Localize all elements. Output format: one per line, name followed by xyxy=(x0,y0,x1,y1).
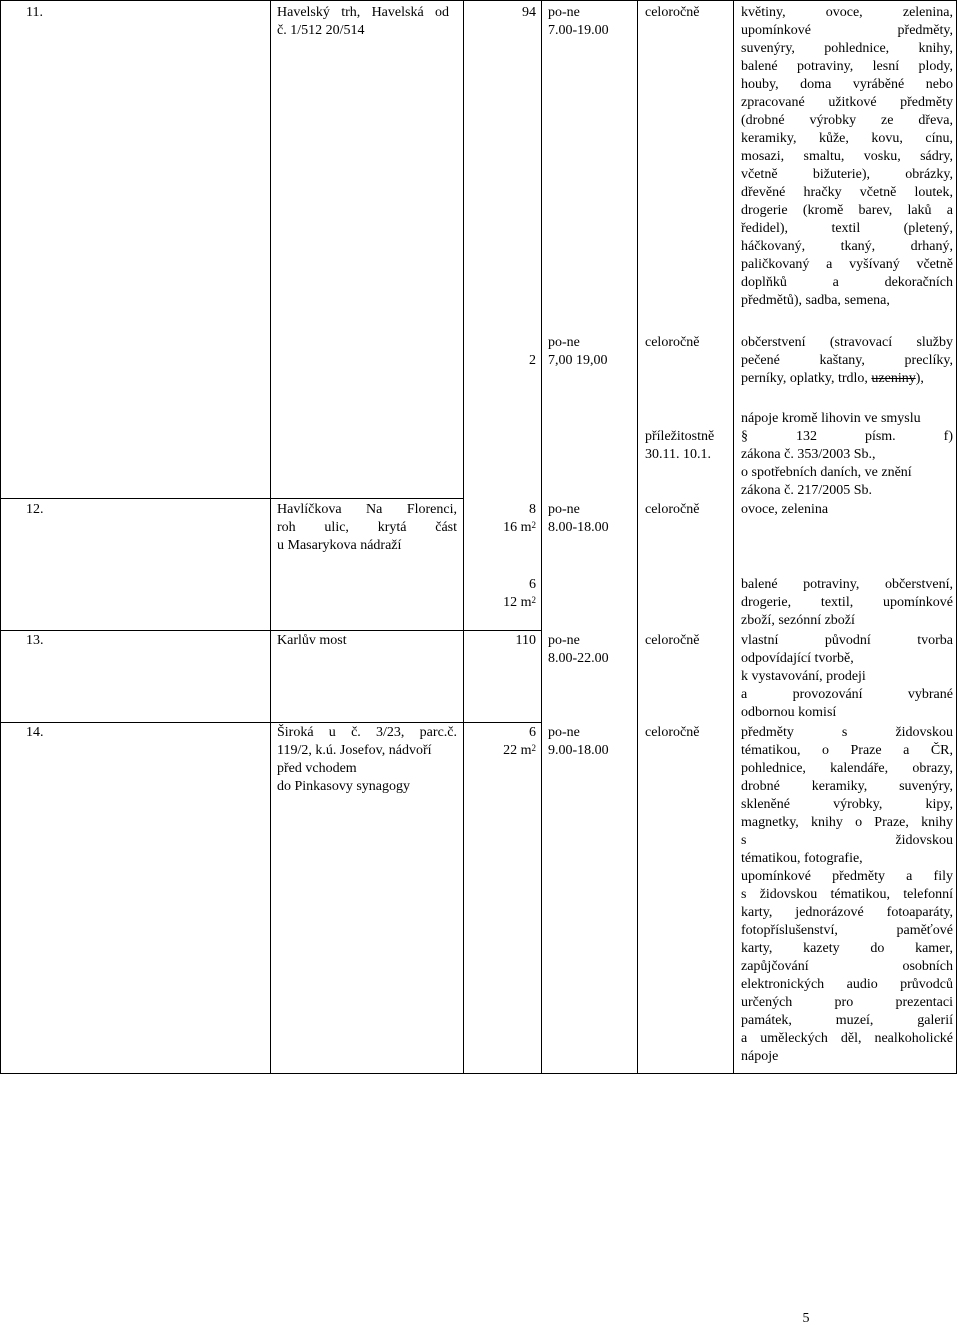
location-line: u Masarykova nádraží xyxy=(277,538,402,553)
goods-line: mosazi, smaltu, vosku, sádry, xyxy=(741,149,953,164)
row-separator xyxy=(0,630,541,631)
goods-line: balené potraviny, lesní plody, xyxy=(741,59,953,74)
row-number: 14. xyxy=(26,725,44,740)
row-number: 11. xyxy=(26,5,43,20)
goods-line: a provozování vybrané xyxy=(741,687,953,702)
goods-line: odpovídající tvorbě, xyxy=(741,651,854,666)
area-exponent: 2 xyxy=(531,595,536,605)
period: příležitostně xyxy=(645,429,715,444)
stands-count: 94 xyxy=(522,5,536,20)
period: celoročně xyxy=(645,335,700,350)
days: po-ne xyxy=(548,5,580,20)
goods-line: předměty s židovskou xyxy=(741,725,953,740)
goods-line: zákona č. 217/2005 Sb. xyxy=(741,483,873,498)
area-exponent: 2 xyxy=(531,743,536,753)
goods-line: balené potraviny, občerstvení, xyxy=(741,577,953,592)
days: po-ne xyxy=(548,502,580,517)
goods-line: a uměleckých děl, nealkoholické xyxy=(741,1031,953,1046)
goods-line: drogerie, textil, upomínkové xyxy=(741,595,953,610)
goods-line: zpracované užitkové předměty xyxy=(741,95,953,110)
page-number: 5 xyxy=(802,1311,810,1326)
struck-text: uzeniny xyxy=(871,371,916,386)
goods-line: o spotřebních daních, ve znění xyxy=(741,465,912,480)
goods-text: perníky, oplatky, trdlo, xyxy=(741,371,872,386)
hours: 8.00-18.00 xyxy=(548,520,609,535)
stands-count: 6 xyxy=(529,725,536,740)
period: celoročně xyxy=(645,725,700,740)
goods-line: pohlednice, kalendáře, obrazy, xyxy=(741,761,953,776)
stand-area xyxy=(463,519,536,537)
row-number: 12. xyxy=(26,502,44,517)
goods-line: zapůjčování osobních xyxy=(741,959,953,974)
area-value: 12 m xyxy=(503,595,532,610)
goods-line: zákona č. 353/2003 Sb., xyxy=(741,447,876,462)
goods-line: drogerie (kromě barev, laků a xyxy=(741,203,953,218)
location-line: č. 1/512 20/514 xyxy=(277,23,365,38)
hours: 7,00 19,00 xyxy=(548,353,608,368)
col-number xyxy=(1,1,271,1074)
goods-line: ovoce, zelenina xyxy=(741,502,829,517)
goods-line: s židovskou tématikou, telefonní xyxy=(741,887,953,902)
location-line: Havlíčkova Na Florenci, xyxy=(277,502,457,517)
col-period xyxy=(638,1,734,1074)
location-line: Karlův most xyxy=(277,633,347,648)
goods-line: květiny, ovoce, zelenina, xyxy=(741,5,953,20)
goods-line: památek, muzeí, galerií xyxy=(741,1013,953,1028)
period: 30.11. 10.1. xyxy=(645,447,711,462)
goods-line: háčkovaný, tkaný, drhaný, xyxy=(741,239,953,254)
stands-count: 2 xyxy=(529,353,536,368)
goods-line: nápoje kromě lihovin ve smyslu xyxy=(741,411,921,426)
days: po-ne xyxy=(548,633,580,648)
location-line: Havelský trh, Havelská od xyxy=(277,5,449,20)
row-number: 13. xyxy=(26,633,44,648)
days: po-ne xyxy=(548,725,580,740)
goods-line: včetně bižuterie), obrázky, xyxy=(741,167,953,182)
stands-count: 8 xyxy=(529,502,536,517)
period: celoročně xyxy=(645,5,700,20)
location-line: do Pinkasovy synagogy xyxy=(277,779,410,794)
location-line: před vchodem xyxy=(277,761,357,776)
location-line: roh ulic, krytá část xyxy=(277,520,457,535)
goods-line: (drobné výrobky ze dřeva, xyxy=(741,113,953,128)
days: po-ne xyxy=(548,335,580,350)
goods-line: předmětů), sadba, semena, xyxy=(741,293,890,308)
hours: 8.00-22.00 xyxy=(548,651,609,666)
goods-line: doplňků a dekoračních xyxy=(741,275,953,290)
goods-line: dřevěné hračky včetně loutek, xyxy=(741,185,953,200)
period: celoročně xyxy=(645,502,700,517)
goods-line: určených pro prezentaci xyxy=(741,995,953,1010)
stands-count: 6 xyxy=(529,577,536,592)
goods-line: elektronických audio průvodců xyxy=(741,977,953,992)
location-line: Široká u č. 3/23, parc.č. xyxy=(277,725,457,740)
goods-line: paličkovaný a vyšívaný včetně xyxy=(741,257,953,272)
stands-count: 110 xyxy=(515,633,536,648)
goods-line: nápoje xyxy=(741,1049,779,1064)
goods-line: tématikou, fotografie, xyxy=(741,851,863,866)
stand-area xyxy=(463,742,536,760)
goods-line: upomínkové předměty, xyxy=(741,23,953,38)
goods-line: odbornou komisí xyxy=(741,705,837,720)
goods-line: houby, doma vyráběné nebo xyxy=(741,77,953,92)
stand-area xyxy=(463,594,536,612)
hours: 7.00-19.00 xyxy=(548,23,609,38)
goods-line: ředidel), textil (pletený, xyxy=(741,221,953,236)
hours: 9.00-18.00 xyxy=(548,743,609,758)
goods-line: upomínkové předměty a fily xyxy=(741,869,953,884)
area-value: 22 m xyxy=(503,743,532,758)
goods-line: drobné keramiky, suvenýry, xyxy=(741,779,953,794)
goods-line: skleněné výrobky, kipy, xyxy=(741,797,953,812)
goods-text: ), xyxy=(915,371,924,386)
row-separator xyxy=(0,722,541,723)
area-exponent: 2 xyxy=(531,520,536,530)
goods-line: suvenýry, pohlednice, knihy, xyxy=(741,41,953,56)
goods-line: karty, jednorázové fotoaparáty, xyxy=(741,905,953,920)
goods-line: vlastní původní tvorba xyxy=(741,633,953,648)
goods-line: karty, kazety do kamer, xyxy=(741,941,953,956)
goods-line: zboží, sezónní zboží xyxy=(741,613,855,628)
goods-line: pečené kaštany, preclíky, xyxy=(741,353,953,368)
goods-line: magnetky, knihy o Praze, knihy xyxy=(741,815,953,830)
area-value: 16 m xyxy=(503,520,532,535)
goods-line: s židovskou xyxy=(741,833,953,848)
goods-line: fotopříslušenství, paměťové xyxy=(741,923,953,938)
goods-line: občerstvení (stravovací služby xyxy=(741,335,953,350)
goods-line: keramiky, kůže, kovu, cínu, xyxy=(741,131,953,146)
goods-line: k vystavování, prodeji xyxy=(741,669,866,684)
goods-line: tématikou, o Praze a ČR, xyxy=(741,743,953,758)
goods-line: § 132 písm. f) xyxy=(741,429,953,444)
location-line: 119/2, k.ú. Josefov, nádvoří xyxy=(277,743,432,758)
goods-line xyxy=(741,370,924,388)
period: celoročně xyxy=(645,633,700,648)
row-separator xyxy=(0,498,463,499)
